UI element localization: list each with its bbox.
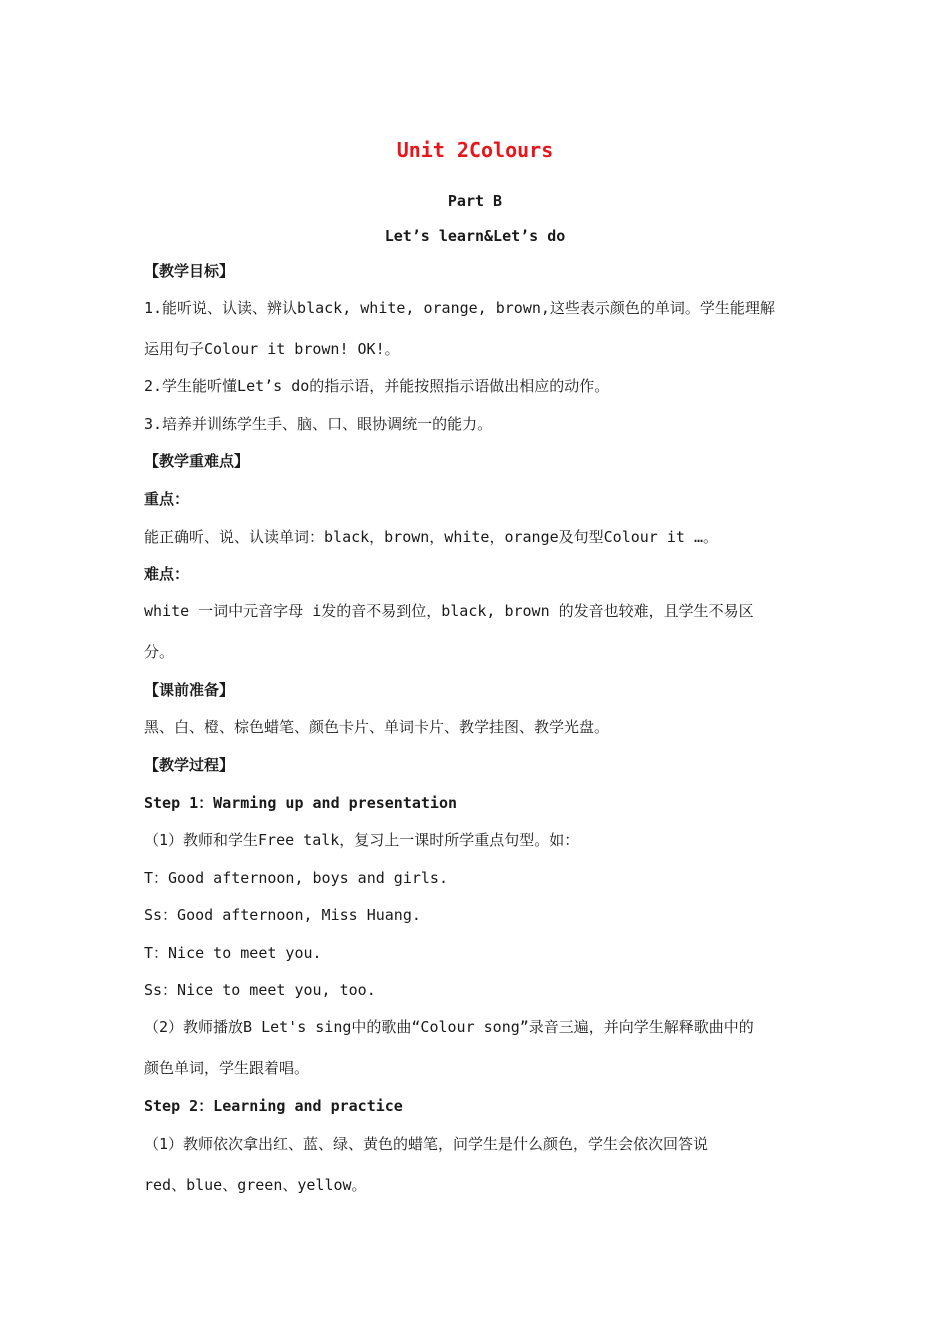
part-label: Part B [447,192,503,210]
difficulty-label: 难点： [144,565,190,583]
focus-text: 能正确听、说、认读单词：black，brown，white，orange及句型Colour it …。 [144,528,718,546]
objective-2: 2.学生能听懂Let’s do的指示语，并能按照指示语做出相应的动作。 [144,377,610,395]
step-2-item-1-line-2: red、blue、green、yellow。 [144,1176,367,1194]
step-1-intro: （1）教师和学生Free talk，复习上一课时所学重点句型。如： [144,831,580,849]
objective-3: 3.培养并训练学生手、脑、口、眼协调统一的能力。 [144,415,493,433]
dialogue-line: Ss：Good afternoon, Miss Huang. [144,906,421,924]
key-points-heading: 【教学重难点】 [144,452,250,470]
dialogue-line: T：Good afternoon, boys and girls. [144,869,448,887]
difficulty-line-2: 分。 [144,643,175,661]
objective-1-line-2: 运用句子Colour it brown! OK!。 [144,340,400,358]
difficulty-line-1: white 一词中元音字母 i发的音不易到位，black, brown 的发音也较难，且学生不易区 [144,602,754,620]
step-1-item-2-line-1: （2）教师播放B Let's sing中的歌曲“Colour song”录音三遍，并向学生解释歌曲中的 [144,1018,754,1036]
objective-1-line-1: 1.能听说、认读、辨认black, white, orange, brown,这些表示颜色的单词。学生能理解 [144,299,775,317]
lesson-subtitle: Let’s learn&Let’s do [384,227,566,245]
preparation-text: 黑、白、橙、棕色蜡笔、颜色卡片、单词卡片、教学挂图、教学光盘。 [144,718,610,736]
focus-label: 重点： [144,490,190,508]
preparation-heading: 【课前准备】 [144,681,235,699]
objectives-heading: 【教学目标】 [144,262,235,280]
step-2-item-1-line-1: （1）教师依次拿出红、蓝、绿、黄色的蜡笔，问学生是什么颜色，学生会依次回答说 [144,1135,709,1153]
dialogue-line: T：Nice to meet you. [144,944,322,962]
dialogue-line: Ss：Nice to meet you, too. [144,981,376,999]
step-1-title: Step 1：Warming up and presentation [144,794,458,812]
step-1-item-2-line-2: 颜色单词，学生跟着唱。 [144,1059,310,1077]
document-title: Unit 2Colours [396,138,554,162]
step-2-title: Step 2：Learning and practice [144,1097,403,1115]
process-heading: 【教学过程】 [144,756,235,774]
